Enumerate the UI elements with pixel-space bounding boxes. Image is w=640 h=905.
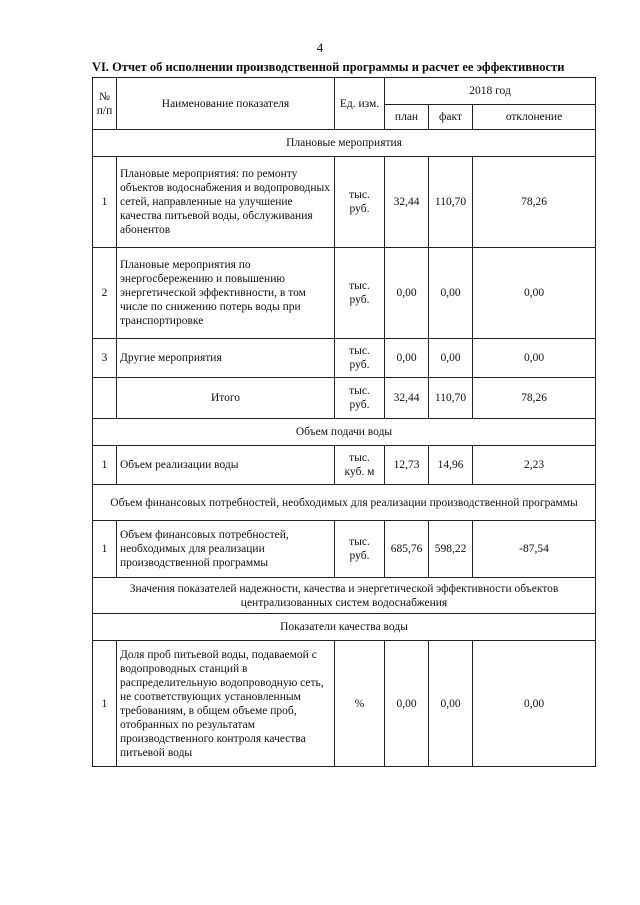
indicator-name: Плановые мероприятия: по ремонту объектов водоснабжения и водопроводных сетей, направленные на улучшение качества питьевой воды, обслуживания абонентов bbox=[117, 157, 335, 248]
table-row bbox=[93, 521, 596, 578]
plan-value: 685,76 bbox=[385, 521, 429, 578]
row-number: 1 bbox=[93, 446, 117, 485]
deviation-value: 0,00 bbox=[473, 339, 596, 378]
header-deviation: отклонение bbox=[473, 105, 596, 130]
header-fact: факт bbox=[429, 105, 473, 130]
plan-value: 0,00 bbox=[385, 641, 429, 767]
section-title: Объем финансовых потребностей, необходимых для реализации производственной программы bbox=[93, 485, 596, 521]
header-unit: Ед. изм. bbox=[335, 78, 385, 130]
row-number: 2 bbox=[93, 248, 117, 339]
plan-value: 32,44 bbox=[385, 157, 429, 248]
deviation-value: 0,00 bbox=[473, 641, 596, 767]
fact-value: 110,70 bbox=[429, 378, 473, 419]
indicator-name: Доля проб питьевой воды, подаваемой с водопроводных станций в распределительную водопроводную сеть, не соответствующих установленным требованиям, в общем объеме проб, отобранных по результатам производственного контроля качества питьевой воды bbox=[117, 641, 335, 767]
row-number: 3 bbox=[93, 339, 117, 378]
fact-value: 0,00 bbox=[429, 248, 473, 339]
unit-cell: тыс. руб. bbox=[335, 521, 385, 578]
section-title: Значения показателей надежности, качества и энергетической эффективности объектов централизованных систем водоснабжения bbox=[93, 578, 596, 614]
header-name: Наименование показателя bbox=[117, 78, 335, 130]
report-table bbox=[92, 77, 596, 767]
section-title: Плановые мероприятия bbox=[93, 130, 596, 157]
fact-value: 0,00 bbox=[429, 641, 473, 767]
indicator-name: Другие мероприятия bbox=[117, 339, 335, 378]
row-number: 1 bbox=[93, 521, 117, 578]
row-number: 1 bbox=[93, 157, 117, 248]
unit-cell: тыс. руб. bbox=[335, 339, 385, 378]
header-plan: план bbox=[385, 105, 429, 130]
table-row bbox=[93, 339, 596, 378]
plan-value: 0,00 bbox=[385, 339, 429, 378]
indicator-name: Итого bbox=[117, 378, 335, 419]
unit-cell: тыс. руб. bbox=[335, 157, 385, 248]
section-title: Показатели качества воды bbox=[93, 614, 596, 641]
row-number bbox=[93, 378, 117, 419]
table-row bbox=[93, 641, 596, 767]
indicator-name: Объем финансовых потребностей, необходимых для реализации производственной программы bbox=[117, 521, 335, 578]
fact-value: 598,22 bbox=[429, 521, 473, 578]
fact-value: 110,70 bbox=[429, 157, 473, 248]
deviation-value: 78,26 bbox=[473, 378, 596, 419]
deviation-value: 78,26 bbox=[473, 157, 596, 248]
report-title: VI. Отчет об исполнении производственной программы и расчет ее эффективности bbox=[92, 60, 565, 74]
unit-cell: тыс. куб. м bbox=[335, 446, 385, 485]
unit-cell: тыс. руб. bbox=[335, 248, 385, 339]
deviation-value: 0,00 bbox=[473, 248, 596, 339]
deviation-value: -87,54 bbox=[473, 521, 596, 578]
plan-value: 12,73 bbox=[385, 446, 429, 485]
unit-cell: тыс. руб. bbox=[335, 378, 385, 419]
indicator-name: Плановые мероприятия по энергосбережению и повышению энергетической эффективности, в том числе по снижению потерь воды при транспортировке bbox=[117, 248, 335, 339]
table-row bbox=[93, 446, 596, 485]
deviation-value: 2,23 bbox=[473, 446, 596, 485]
fact-value: 0,00 bbox=[429, 339, 473, 378]
indicator-name: Объем реализации воды bbox=[117, 446, 335, 485]
fact-value: 14,96 bbox=[429, 446, 473, 485]
row-number: 1 bbox=[93, 641, 117, 767]
section-title: Объем подачи воды bbox=[93, 419, 596, 446]
total-row bbox=[93, 378, 596, 419]
table-row bbox=[93, 157, 596, 248]
plan-value: 0,00 bbox=[385, 248, 429, 339]
plan-value: 32,44 bbox=[385, 378, 429, 419]
unit-cell: % bbox=[335, 641, 385, 767]
header-year: 2018 год bbox=[385, 78, 596, 105]
header-num: № п/п bbox=[93, 78, 117, 130]
page-number: 4 bbox=[316, 40, 324, 55]
table-row bbox=[93, 248, 596, 339]
